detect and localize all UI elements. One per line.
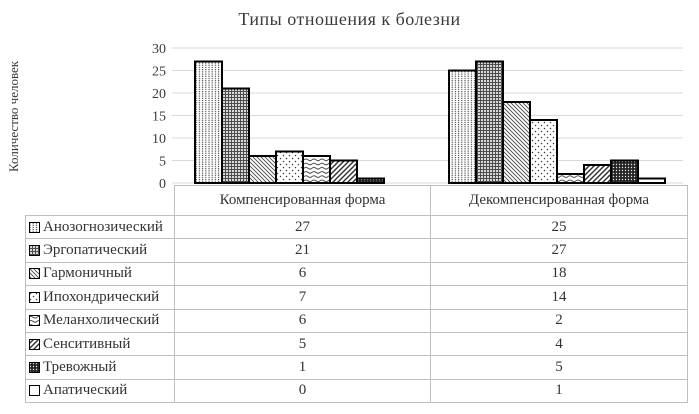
diagonal-backslash-swatch-icon: [29, 268, 40, 279]
bar: [330, 161, 357, 184]
diagonal-slash-swatch-icon: [29, 339, 40, 350]
y-tick-label: 25: [152, 64, 166, 80]
series-label: Анозогнозический: [43, 218, 163, 235]
table-corner-cell: [25, 185, 175, 216]
value-cell: 21: [175, 239, 431, 262]
series-label: Тревожный: [43, 358, 117, 375]
series-label: Апатический: [43, 382, 128, 399]
bar: [503, 102, 530, 183]
y-tick-label: 5: [159, 154, 166, 170]
data-table: [25, 185, 688, 403]
value-cell: 1: [431, 380, 688, 403]
legend-item: [25, 380, 175, 403]
value-cell: 6: [175, 310, 431, 333]
value-cell: 27: [175, 216, 431, 239]
value-cell: 0: [175, 380, 431, 403]
bar: [357, 179, 384, 184]
bar: [249, 156, 276, 183]
value-cell: 5: [431, 356, 688, 379]
value-cell: 25: [431, 216, 688, 239]
bar-series: [195, 62, 665, 184]
legend-item: [25, 216, 175, 239]
y-tick-label: 0: [159, 177, 166, 188]
sparse-dots-swatch-icon: [29, 292, 40, 303]
series-label: Эргопатический: [43, 242, 148, 259]
legend-item: [25, 286, 175, 309]
bar: [611, 161, 638, 184]
y-axis-tick-labels: [152, 42, 166, 188]
category-header-decompensated: Декомпенсированная форма: [431, 185, 688, 216]
series-label: Гармоничный: [43, 265, 132, 282]
value-cell: 7: [175, 286, 431, 309]
bar: [638, 179, 665, 184]
category-header-compensated: Компенсированная форма: [175, 185, 431, 216]
bar: [557, 174, 584, 183]
legend-item: [25, 239, 175, 262]
value-cell: 2: [431, 310, 688, 333]
series-label: Ипохондрический: [43, 288, 160, 305]
value-cell: 14: [431, 286, 688, 309]
dark-dot-grid-swatch-icon: [29, 362, 40, 373]
series-label: Сенситивный: [43, 335, 131, 352]
value-cell: 6: [175, 263, 431, 286]
bar: [195, 62, 222, 184]
grid-weave-swatch-icon: [29, 245, 40, 256]
y-tick-label: 15: [152, 109, 166, 125]
bar: [449, 71, 476, 184]
plot-area: [0, 40, 699, 188]
legend-item: [25, 333, 175, 356]
chart-title: Типы отношения к болезни: [238, 9, 461, 29]
value-cell: 1: [175, 356, 431, 379]
y-tick-label: 10: [152, 132, 166, 147]
horizontal-waves-swatch-icon: [29, 315, 40, 326]
bar: [476, 62, 503, 184]
legend-item: [25, 310, 175, 333]
value-cell: 27: [431, 239, 688, 262]
legend-item: [25, 263, 175, 286]
value-cell: 4: [431, 333, 688, 356]
bar: [530, 120, 557, 183]
plain-white-swatch-icon: [29, 385, 40, 396]
bar: [303, 156, 330, 183]
vertical-dots-swatch-icon: [29, 222, 40, 233]
y-tick-label: 30: [152, 42, 166, 57]
bar: [584, 165, 611, 183]
bar: [276, 152, 303, 184]
bar: [222, 89, 249, 184]
legend-item: [25, 356, 175, 379]
value-cell: 18: [431, 263, 688, 286]
y-tick-label: 20: [152, 87, 166, 102]
y-axis-title: Количество человек: [6, 60, 21, 172]
value-cell: 5: [175, 333, 431, 356]
series-label: Меланхолический: [43, 312, 160, 329]
